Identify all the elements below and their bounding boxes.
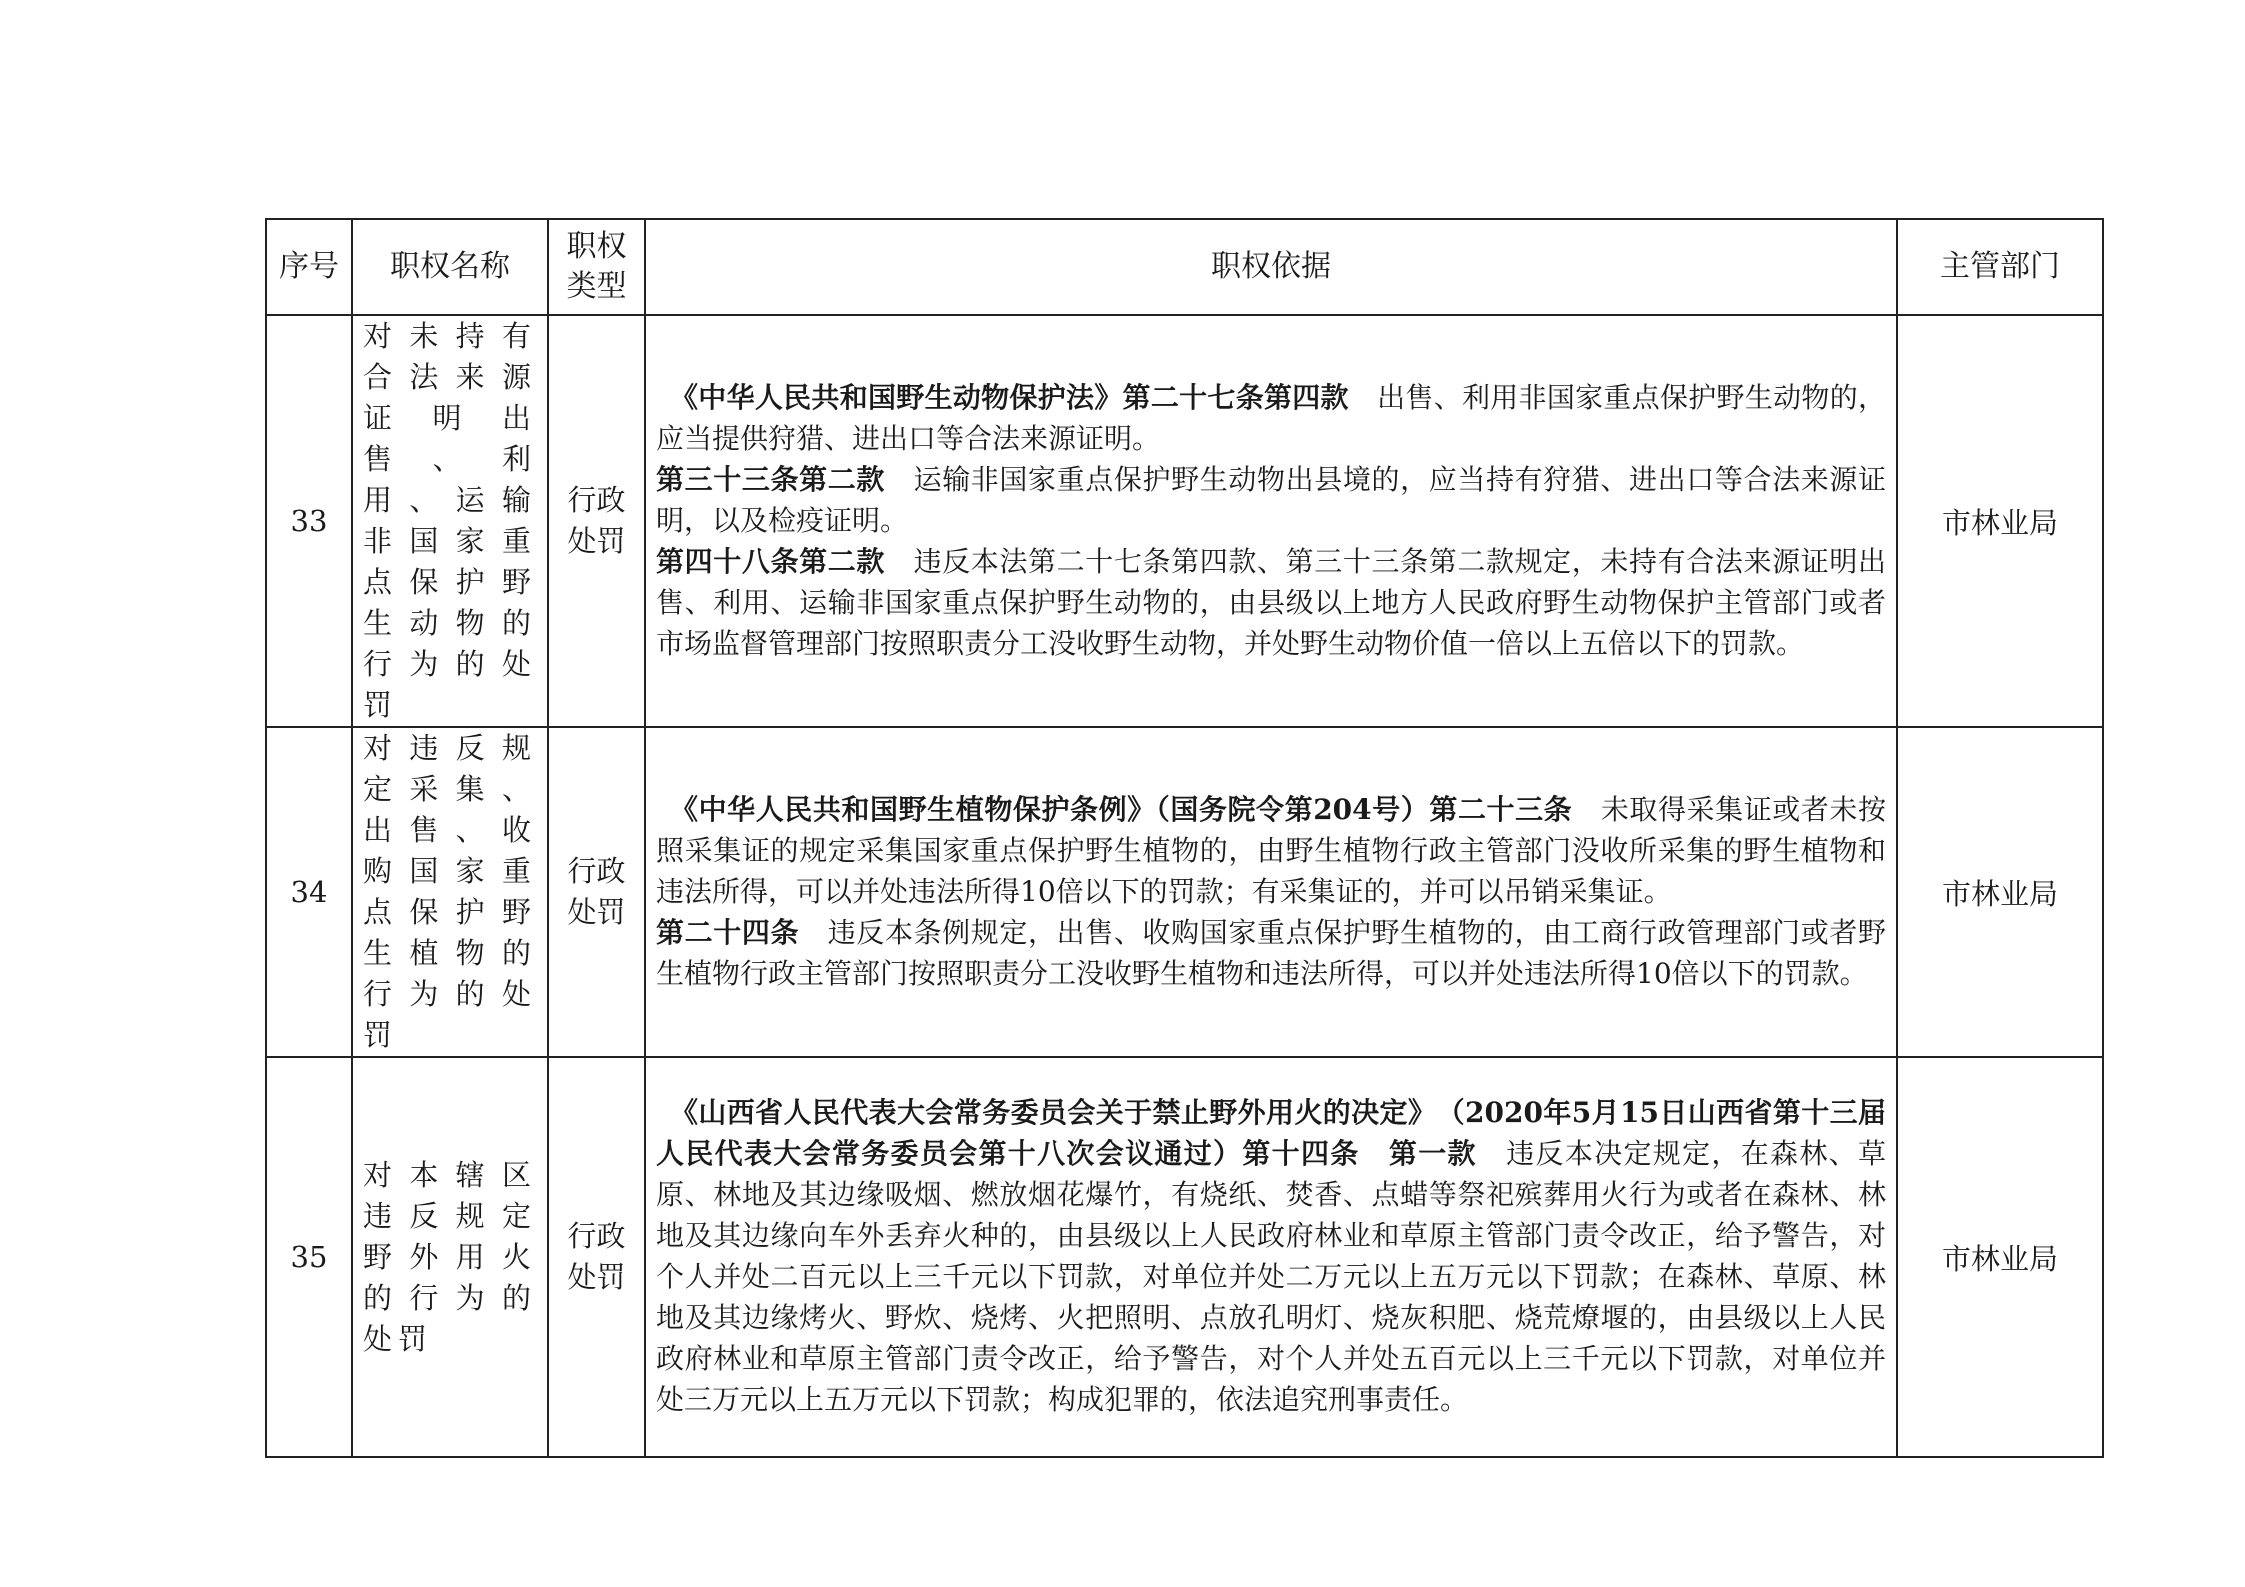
- table-row: [266, 315, 2103, 727]
- basis-text: 未取得采集证或者未按照采集证的规定采集国家重点保护野生植物的，由野生植物行政主管部门没收所采集的野生植物和违法所得，可以并处违法所得10倍以下的罚款；有采集证的，并可以吊销采集证。: [656, 792, 1886, 908]
- row-type: [548, 727, 645, 1057]
- basis-article: 《中华人民共和国野生动物保护法》第二十七条第四款: [670, 380, 1349, 414]
- header-seq: 序号: [266, 219, 352, 315]
- basis-text: 违反本法第二十七条第四款、第三十三条第二款规定，未持有合法来源证明出售、利用、运输非国家重点保护野生动物的，由县级以上地方人民政府野生动物保护主管部门或者市场监督管理部门按照职责分工没收野生动物，并处野生动物价值一倍以上五倍以下的罚款。: [656, 544, 1886, 660]
- header-dept: 主管部门: [1897, 219, 2103, 315]
- row-seq: 34: [266, 727, 352, 1057]
- basis-text: 违反本条例规定，出售、收购国家重点保护野生植物的，由工商行政管理部门或者野生植物行政主管部门按照职责分工没收野生植物和违法所得，可以并处违法所得10倍以下的罚款。: [656, 915, 1886, 990]
- row-basis: [645, 315, 1897, 727]
- row-dept: 市林业局: [1897, 315, 2103, 727]
- row-name: 对本辖区违反规定野外用火的行为的处罚: [352, 1057, 548, 1457]
- header-row: [266, 219, 2103, 315]
- basis-paragraph: [656, 789, 1886, 912]
- basis-text: 违反本决定规定，在森林、草原、林地及其边缘吸烟、燃放烟花爆竹，有烧纸、焚香、点蜡等祭祀殡葬用火行为或者在森林、林地及其边缘向车外丢弃火种的，由县级以上人民政府林业和草原主管部门责令改正，给予警告，对个人并处二百元以上三千元以下罚款，对单位并处二万元以上五万元以下罚款；在森林、草原、林地及其边缘烤火、野炊、烧烤、火把照明、点放孔明灯、烧灰积肥、烧荒燎堰的，由县级以上人民政府林业和草原主管部门责令改正，给予警告，对个人并处五百元以上三千元以下罚款，对单位并处三万元以上五万元以下罚款；构成犯罪的，依法追究刑事责任。: [656, 1137, 1886, 1416]
- row-type-label: 行政处罚: [567, 483, 626, 558]
- basis-text: 出售、利用非国家重点保护野生动物的，应当提供狩猎、进出口等合法来源证明。: [656, 380, 1886, 455]
- row-basis: [645, 1057, 1897, 1457]
- row-type-label: 行政处罚: [567, 854, 626, 929]
- basis-article: 《山西省人民代表大会常务委员会关于禁止野外用火的决定》 （2020年5月15日山西省第十三届人民代表大会常务委员会第十八次会议通过）第十四条 第一款: [656, 1096, 1886, 1170]
- row-basis: [645, 727, 1897, 1057]
- header-type-label: 职权类型: [566, 229, 627, 304]
- basis-article: 第三十三条第二款: [656, 462, 885, 496]
- row-name: 对未持有合法来源证明出售、利用、运输非国家重点保护野生动物的行为的处罚: [352, 315, 548, 727]
- basis-text: 运输非国家重点保护野生动物出县境的，应当持有狩猎、进出口等合法来源证明，以及检疫证明。: [656, 462, 1886, 537]
- row-seq: 33: [266, 315, 352, 727]
- table-row: [266, 727, 2103, 1057]
- row-seq: 35: [266, 1057, 352, 1457]
- basis-paragraph: [656, 459, 1886, 541]
- basis-paragraph: [656, 1092, 1886, 1420]
- basis-paragraph: [656, 541, 1886, 664]
- header-type: [548, 219, 645, 315]
- basis-paragraph: [656, 912, 1886, 994]
- table-row: [266, 1057, 2103, 1457]
- row-type: [548, 1057, 645, 1457]
- table-header: [266, 219, 2103, 315]
- row-dept: 市林业局: [1897, 727, 2103, 1057]
- header-name: 职权名称: [352, 219, 548, 315]
- header-basis: 职权依据: [645, 219, 1897, 315]
- basis-paragraph: [656, 377, 1886, 459]
- row-type: [548, 315, 645, 727]
- basis-article: 第二十四条: [656, 915, 800, 949]
- row-name: 对违反规定采集、出售、收购国家重点保护野生植物的行为的处罚: [352, 727, 548, 1057]
- basis-article: 《中华人民共和国野生植物保护条例》（国务院令第204号）第二十三条: [670, 792, 1573, 826]
- basis-article: 第四十八条第二款: [656, 544, 885, 578]
- row-dept: 市林业局: [1897, 1057, 2103, 1457]
- row-type-label: 行政处罚: [567, 1219, 626, 1294]
- power-list-table: [265, 218, 2104, 1458]
